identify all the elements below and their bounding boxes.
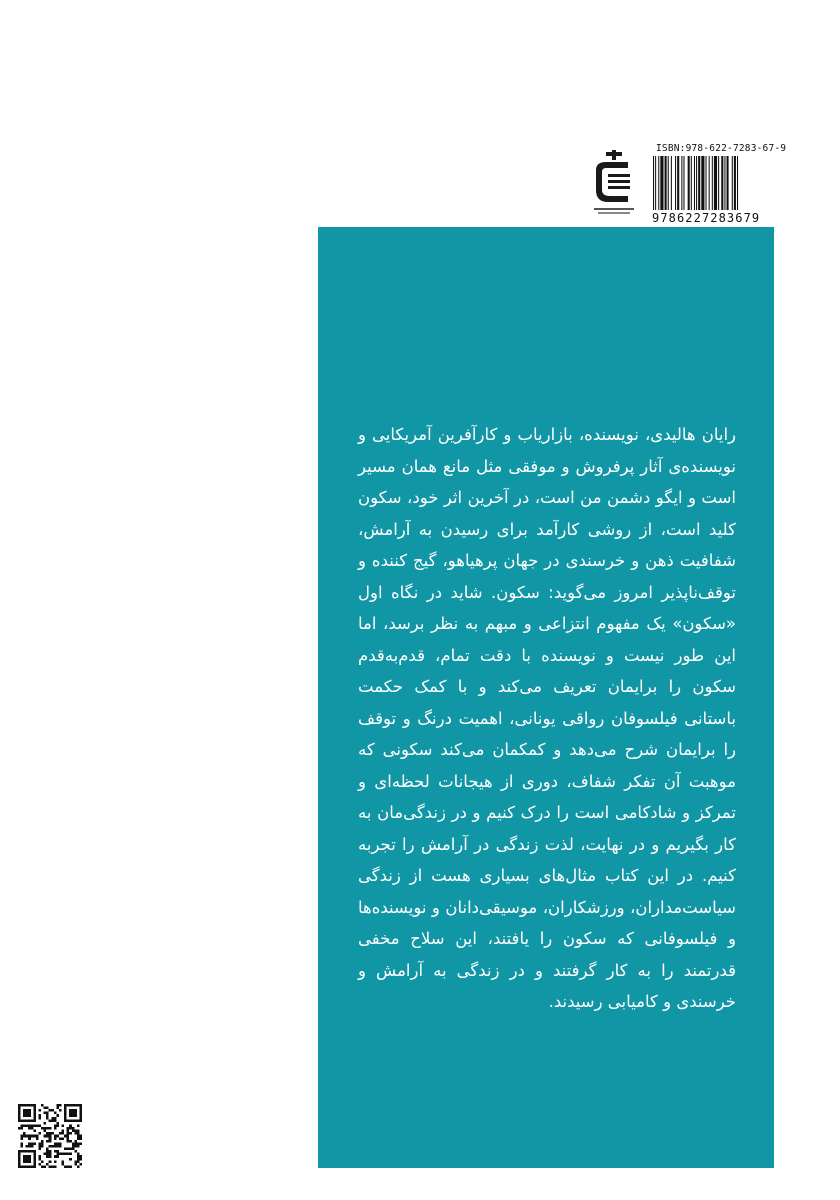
book-blurb: رایان هالیدی، نویسنده، بازاریاب و کارآفرین آمریکایی و نویسنده‌ی آثار پرفروش و موفقی مثل مانع همان مسیر است و ایگو دشمن من است، در آخرین اثر خود، سکون کلید است، از روشی کارآمد برای رسیدن به آرامش، شفافیت ذهن و خرسندی در جهان پرهیاهو، گیج کننده و توقف‌ناپذیر امروز می‌گوید: سکون. شاید در نگاه اول «سکون» یک مفهوم انتزاعی و مبهم به نظر برسد، اما این طور نیست و نویسنده با دقت تمام، قدم‌به‌قدم سکون را برایمان تعریف می‌کند و با کمک حکمت باستانی فیلسوفان رواقی یونانی، اهمیت درنگ و توقف را برایمان شرح می‌دهد و کمکمان می‌کند سکونی که موهبت آن تفکر شفاف، دوری از هیجانات لحظه‌ای و تمرکز و شادکامی است را درک کنیم و در زندگی‌مان به کار بگیریم و در نهایت، لذت زندگی در آرامش را تجربه کنیم. در این کتاب مثال‌های بسیاری هست از زندگی سیاست‌مداران، ورزشکاران، موسیقی‌دانان و نویسنده‌ها و فیلسوفانی که سکون را یافتند، این سلاح مخفی قدرتمند را به کار گرفتند و در زندگی به آرامش و خرسندی و کامیابی رسیدند. bbox=[358, 425, 736, 1011]
back-cover-panel bbox=[318, 227, 774, 1168]
qr-code-icon bbox=[18, 1104, 82, 1168]
isbn-label: ISBN:978-622-7283-67-9 bbox=[656, 143, 787, 154]
isbn-barcode bbox=[652, 143, 787, 227]
barcode-bars bbox=[652, 156, 780, 212]
publisher-logo-icon bbox=[584, 146, 644, 220]
barcode-digits: 9786227283679 bbox=[652, 210, 780, 226]
